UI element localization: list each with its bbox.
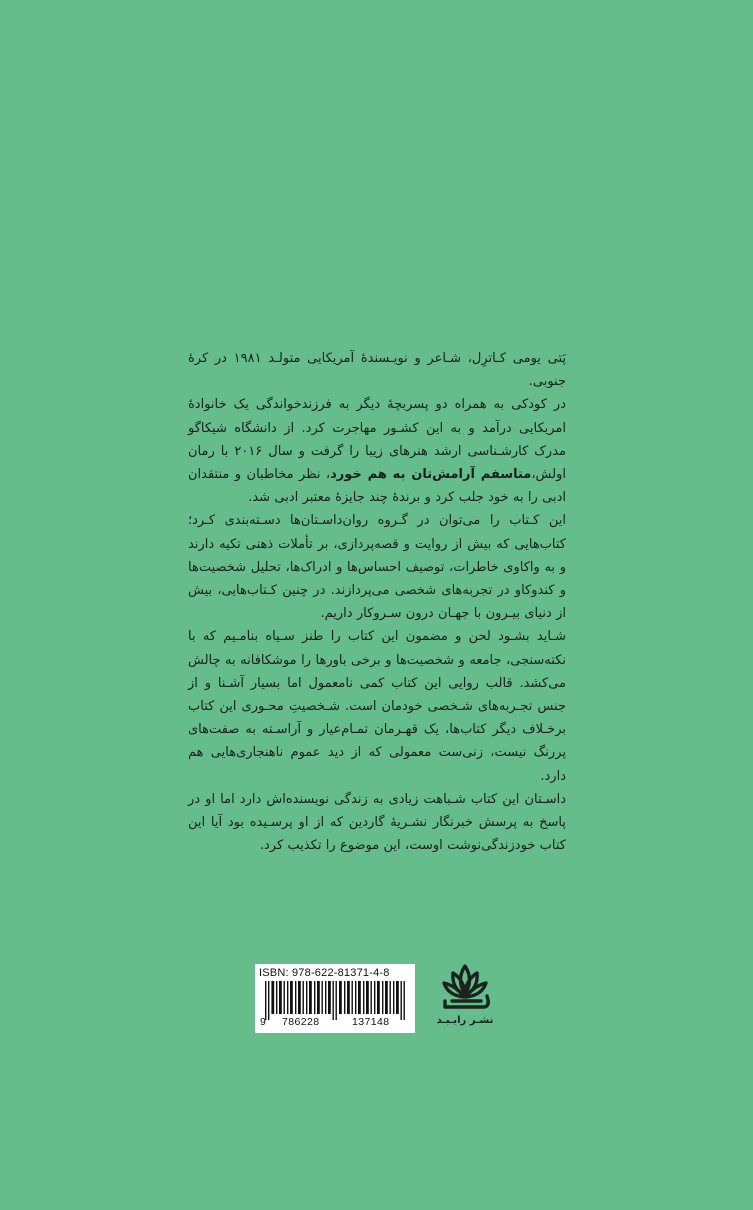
isbn-barcode: [255, 964, 415, 1033]
barcode-bars: [265, 981, 405, 1020]
author-history-continuation: ، نظر مخاطبان و منتقدان ادبی را به خود جلب کرد و برندهٔ چند جایزهٔ معتبر ادبی شد.: [188, 467, 566, 506]
author-bio-paragraph: پَتی یومی کـاترِل، شـاعر و نویـسندهٔ آمریکایی متولـد ۱۹۸۱ در کرهٔ جنوبی.: [188, 351, 567, 390]
book-description: [188, 347, 566, 857]
tone-paragraph: شـاید بشـود لحن و مضمون این کتاب را طنز سـیاه بنامـیم که با نکته‌سنجی، جامعه و شخصیت‌ها و برخی باورها را موشکافانه به چالش می‌کشد. قالب روایی این کتاب کمی نامعمول اما بسیار آشـنا و از جنس تجـربه‌های شـخصی خودمان است. شـخصیتِ محـوری این کتاب برخـلاف دیگر کتاب‌ها، یک قهـرمان تمـام‌عیار و آراسـته به صفت‌های پررنگ نیست، زنی‌ست معمولی که از دید عموم ناهنجاری‌هایی هم دارد.: [188, 629, 566, 784]
barcode-digit-group-1: 786228: [282, 1016, 320, 1028]
isbn-label: ISBN: 978-622-81371-4-8: [259, 967, 390, 979]
featured-book-title: متاسفم آرامش‌تان به هم خورد: [330, 467, 532, 483]
publisher-name: نشـر رایـبـد: [436, 1015, 494, 1026]
barcode-first-digit: 9: [260, 1016, 267, 1028]
genre-paragraph: این کـتاب را می‌توان در گـروه روان‌داسـتان‌ها دسـته‌بندی کـرد؛ کتاب‌هایی که بیش از روایت و قصه‌پردازی، بر تأملات ذهنی تکیه دارند و به واکاوی خاطرات، توصیف احساس‌ها و ادراک‌ها، تحلیل شخصیت‌ها و کندوکاو در تجربه‌های شخصی می‌پردازند. در چنین کـتاب‌هایی، بیش از دنیای بیـرون با جهـان درون سـروکار داریم.: [188, 513, 566, 622]
author-history-text: در کودکی به همراه دو پسربچهٔ دیگر به فرزندخواندگی یک خانوادهٔ امریکایی درآمد و به این کشـور مهاجرت کرد. از دانشگاه شیکاگو مدرک کارشـناسی ارشد هنرهای زیبا را گرفت و سال ۲۰۱۶ با رمان اولش،: [188, 397, 566, 483]
author-life-paragraph: داسـتان این کتاب شـباهت زیادی به زندگی نویسنده‌اش دارد اما او در پاسخ به پرسش خبرنگار نشـریهٔ گاردین که از او پرسـیده بود آیا این کتاب خودزندگی‌نوشت اوست، این موضوع را تکذیب کرد.: [188, 791, 566, 854]
author-history-paragraph: [188, 393, 566, 509]
barcode-digit-group-2: 137148: [352, 1016, 390, 1028]
publisher-logo: [435, 963, 495, 1033]
lotus-book-icon: [435, 963, 495, 1015]
barcode-digits: [260, 1016, 411, 1029]
